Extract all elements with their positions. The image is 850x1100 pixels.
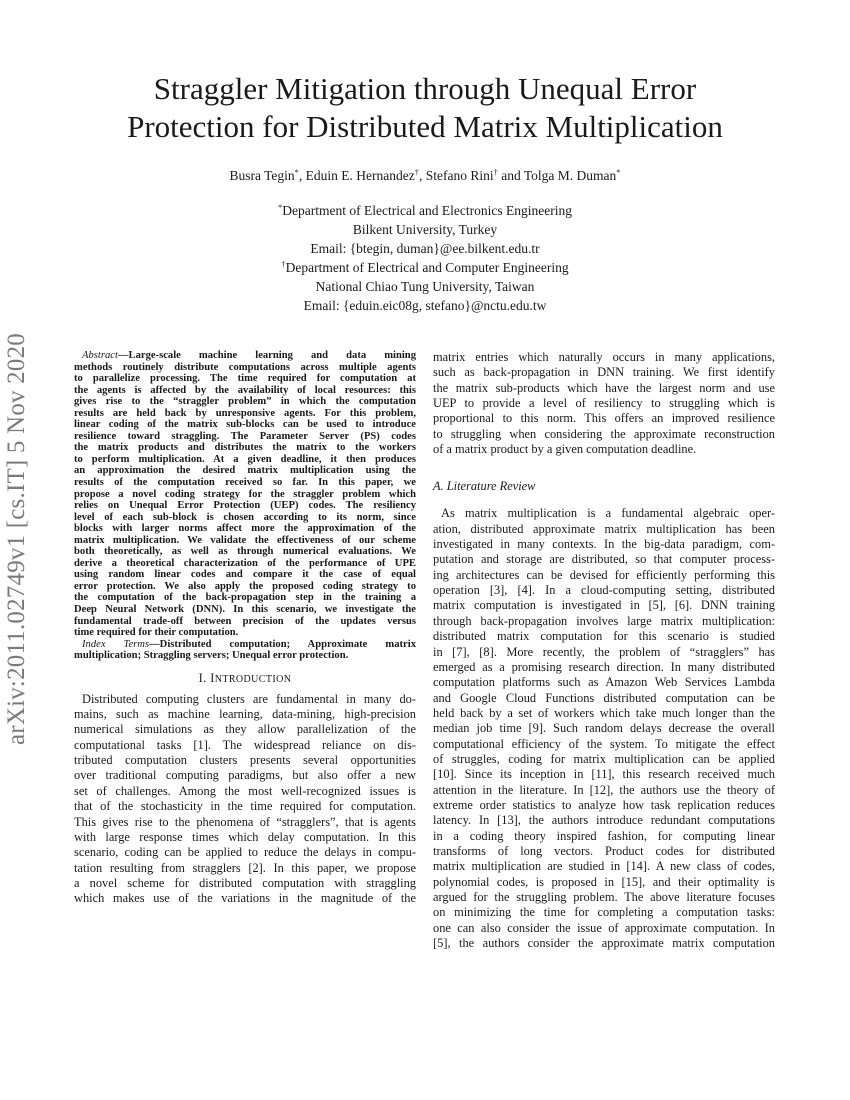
literature-review-paragraph [433, 506, 775, 951]
abstract-line: matrix multiplication. We validate the effectiveness of our scheme [74, 534, 416, 546]
body-line: numerical simulations as they allow parallelization of the [74, 722, 416, 737]
body-line: proportional to this norm. This offers an improved resilience [433, 411, 775, 426]
affiliation-mark: * [278, 202, 283, 212]
abstract-line: linear coding of the matrix sub-blocks can be used to introduce [74, 419, 416, 431]
paper-title [60, 70, 790, 146]
body-line: held back by a set of workers which take much longer than the [433, 705, 775, 720]
body-line: computational tasks [1]. The widespread reliance on dis- [74, 737, 416, 752]
body-line: and Google Cloud Functions distributed computation can be [433, 690, 775, 705]
abstract-line: using random linear codes and compare it the case of equal [74, 569, 416, 581]
abstract-line: propose a novel coding strategy for the straggler problem which [74, 488, 416, 500]
body-line: with large response times which delay computation. In this [74, 829, 416, 844]
body-line: UEP to provide a level of resiliency to struggling which is [433, 396, 775, 411]
abstract-line: to perform multiplication. At a given deadline, it then produces [74, 453, 416, 465]
body-line: emerged as a promising research direction. In many distributed [433, 659, 775, 674]
abstract-line: resilience toward straggling. The Parameter Server (PS) codes [74, 430, 416, 442]
body-line: one can also consider the issue of approximate computation. In [433, 920, 775, 935]
introduction-paragraph [74, 692, 416, 907]
index-terms-line: —Distributed computation; Approximate matrix [149, 638, 416, 650]
abstract-line: error protection. We also apply the proposed coding strategy to [74, 580, 416, 592]
body-line: computational efficiency of the system. To mitigate the effect [433, 736, 775, 751]
body-line: ation, distributed approximate matrix multiplication has been [433, 521, 775, 536]
subsection-heading-literature-review: A. Literature Review [433, 479, 536, 494]
body-line: scenario, coding can be applied to reduce the delays in compu- [74, 845, 416, 860]
body-line: computation platforms such as Amazon Web Services Lambda [433, 675, 775, 690]
body-line: ing architectures can be devised for efficiently performing this [433, 567, 775, 582]
body-line: to struggling when considering the approximate reconstruction [433, 426, 775, 441]
author-name: Eduin E. Hernandez [305, 168, 415, 183]
body-line: Distributed computing clusters are fundamental in many do- [82, 691, 416, 706]
abstract-line: results of the computation received so far. In this paper, we [74, 477, 416, 489]
body-line: putation and storage are distributed, so that computer process- [433, 552, 775, 567]
abstract-line: blocks with larger norms affect more the approximation of the [74, 523, 416, 535]
body-line: mains, such as machine learning, data-mining, high-precision [74, 707, 416, 722]
body-line: argued for the struggling problem. The above literature focuses [433, 890, 775, 904]
abstract-line: the agents is affected by the availability of local resources: this [74, 384, 416, 396]
body-line: median job time [9]. Such random delays decrease the overall [433, 721, 775, 736]
arxiv-identifier: arXiv:2011.02749v1 [cs.IT] 5 Nov 2020 [3, 333, 30, 745]
author-name: Tolga M. Duman [523, 168, 617, 183]
body-line: investigated in many contexts. In the big-data paradigm, com- [433, 537, 775, 552]
abstract-line: an approximation the desired matrix multiplication using the [74, 465, 416, 477]
left-column [74, 350, 416, 907]
right-column [433, 350, 775, 951]
abstract-line: level of each sub-block is chosen according to its norm, since [74, 511, 416, 523]
abstract-line: to parallelize processing. The time required for computation at [74, 373, 416, 385]
author-mark: † [493, 167, 498, 177]
abstract-line: fundamental trade-off between precision of the updates versus [74, 615, 416, 627]
body-line: of a matrix product by a given computation deadline. [433, 442, 697, 457]
author-mark: * [616, 167, 621, 177]
abstract-line: Deep Neural Network (DNN). In this scenario, we investigate the [74, 604, 416, 616]
abstract-line: relies on Unequal Error Protection (UEP) codes. The resiliency [74, 500, 416, 512]
body-line: As matrix multiplication is a fundamental algebraic oper- [441, 506, 775, 521]
body-line: distributed matrix computation for this scenario is studied [433, 629, 775, 644]
author-name: Busra Tegin [229, 168, 295, 183]
body-line: polynomial codes, is proposed in [15], and their optimality is [433, 874, 775, 889]
body-line: latency. In [13], the authors introduce redundant computations [433, 813, 775, 828]
body-line: in a coding theory inspired fashion, for computing linear [433, 828, 775, 843]
body-line: on minimizing the time for completing a computation tasks: [433, 905, 775, 920]
abstract-line: results are held back by unresponsive agents. For this problem, [74, 407, 416, 419]
affiliation-mark: † [281, 259, 286, 269]
body-line: attention in the literature. In [12], the authors use the theory of [433, 782, 775, 797]
body-line: This gives rise to the phenomena of “stragglers”, that is agents [74, 814, 416, 829]
body-line: matrix multiplication are studied in [14]. A new class of codes, [433, 859, 775, 874]
body-line: matrix computation is investigated in [5], [6]. DNN training [433, 598, 775, 613]
affiliation-email: Email: {eduin.eic08g, stefano}@nctu.edu.tw [303, 298, 547, 313]
body-line: operation [3], [4]. In a cloud-computing setting, distributed [433, 583, 775, 598]
body-line: the matrix sub-products which have the largest norm and use [433, 380, 775, 395]
body-line: extreme order statistics to analyze how task replication reduces [433, 797, 775, 812]
body-line: tributed computation clusters presents several opportunities [74, 753, 416, 768]
body-line: which makes use of the variations in the magnitude of the [74, 891, 416, 906]
abstract [74, 350, 416, 662]
abstract-line: time required for their computation. [74, 627, 239, 639]
body-line: such as back-propagation in DNN training. We first identify [433, 365, 775, 380]
affiliation-university: National Chiao Tung University, Taiwan [315, 279, 535, 294]
affiliation-university: Bilkent University, Turkey [352, 222, 498, 237]
body-line: in [7], [8]. More recently, the problem of “stragglers” has [433, 644, 775, 659]
body-line: of struggles, coding for matrix multiplication can be applied [433, 751, 775, 766]
index-terms-line: multiplication; Straggling servers; Unequal error protection. [74, 650, 349, 662]
body-line: over traditional computing paradigms, but also offer a new [74, 768, 416, 783]
abstract-line: derive a theoretical characterization of the performance of UPE [74, 557, 416, 569]
author-mark: * [294, 167, 299, 177]
title-line-2: Protection for Distributed Matrix Multiplication [127, 109, 723, 144]
author-name: Stefano Rini [425, 168, 494, 183]
body-line: that of the stochasticity in the time required for computation. [74, 799, 416, 814]
body-line: tation resulting from stragglers [2]. In this paper, we propose [74, 860, 416, 875]
body-line: transforms of long vectors. Product codes for distributed [433, 843, 775, 858]
index-terms-label: Index Terms [82, 638, 150, 650]
body-line: [5], the authors consider the approximate matrix computation [433, 936, 775, 951]
abstract-line: methods routinely distribute computations across multiple agents [74, 361, 416, 373]
affiliations [60, 201, 790, 315]
body-line: [10]. Since its inception in [11], this research received much [433, 767, 775, 782]
title-line-1: Straggler Mitigation through Unequal Error [153, 71, 697, 106]
abstract-line: —Large-scale machine learning and data mining [117, 350, 416, 361]
abstract-line: the computation of the back-propagation step in the training a [74, 592, 416, 604]
introduction-continued [433, 350, 775, 457]
author-mark: † [414, 167, 419, 177]
body-line: set of challenges. Among the most well-recognized issues is [74, 783, 416, 798]
abstract-line: the matrix products and distributes the matrix to the workers [74, 442, 416, 454]
author-list: Busra Tegin*, Eduin E. Hernandez†, Stefano Rini† and Tolga M. Duman* [229, 167, 621, 183]
affiliation-department: Department of Electrical and Electronics Engineering [282, 203, 572, 218]
abstract-line: gives rise to the “straggler problem” in which the computation [74, 396, 416, 408]
body-line: a novel scheme for distributed computation with straggling [74, 875, 416, 890]
affiliation-email: Email: {btegin, duman}@ee.bilkent.edu.tr [310, 241, 540, 256]
abstract-label: Abstract [82, 350, 118, 361]
affiliation-department: Department of Electrical and Computer Engineering [285, 260, 569, 275]
abstract-line: both theoretically, as well as through numerical evaluations. We [74, 546, 416, 558]
section-heading-introduction: I. INTRODUCTION [198, 670, 292, 685]
body-line: matrix entries which naturally occurs in many applications, [433, 350, 775, 364]
body-line: through back-propagation involves large matrix multiplication: [433, 613, 775, 628]
